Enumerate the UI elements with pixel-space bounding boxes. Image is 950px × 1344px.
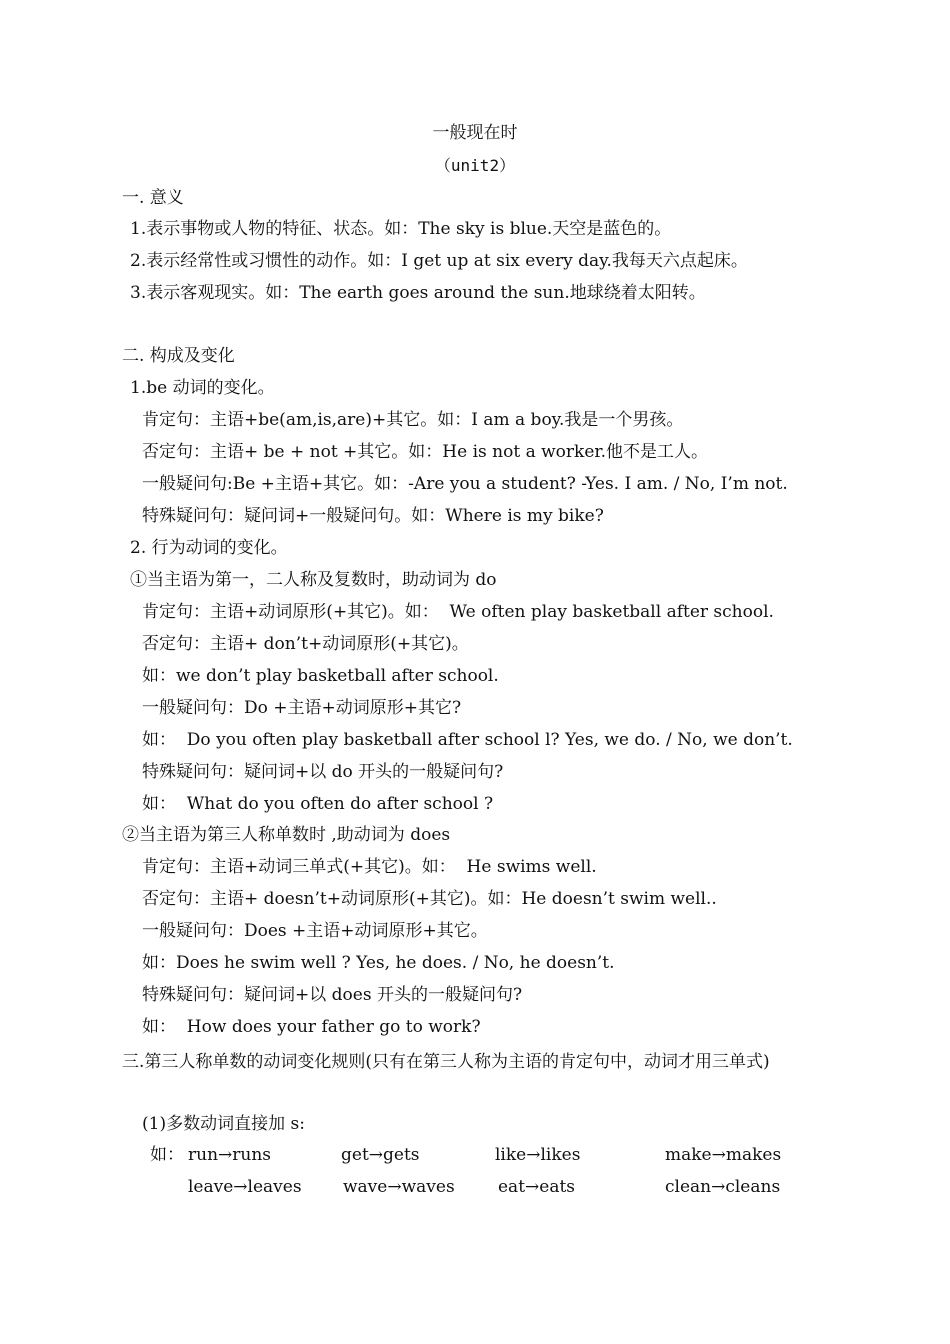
section-1-heading: 一. 意义 (122, 188, 184, 208)
verb-example: leave→leaves (188, 1177, 302, 1197)
does-affirmative: 肯定句：主语+动词三单式(+其它)。如： He swims well. (142, 857, 597, 877)
rule-1-title: (1)多数动词直接加 s: (142, 1114, 305, 1134)
be-negative: 否定句：主语+ be + not +其它。如：He is not a worker.他不是工人。 (142, 442, 709, 462)
example-prefix: 如： (150, 1145, 184, 1165)
verb-example: get→gets (341, 1145, 420, 1165)
be-wh-question: 特殊疑问句：疑问词+一般疑问句。如：Where is my bike? (142, 506, 604, 526)
meaning-item-3: 3.表示客观现实。如：The earth goes around the sun.地球绕着太阳转。 (130, 283, 706, 303)
does-wh-question: 特殊疑问句：疑问词+以 does 开头的一般疑问句? (142, 985, 523, 1005)
does-negative: 否定句：主语+ doesn’t+动词原形(+其它)。如：He doesn’t swim well.. (142, 889, 717, 909)
does-question-example: 如：Does he swim well ? Yes, he does. / No, he doesn’t. (142, 953, 615, 973)
be-affirmative: 肯定句：主语+be(am,is,are)+其它。如：I am a boy.我是一个男孩。 (142, 410, 684, 430)
verb-example: clean→cleans (665, 1177, 781, 1197)
does-rule-title: ②当主语为第三人称单数时 ,助动词为 does (122, 825, 451, 845)
do-negative-example: 如：we don’t play basketball after school. (142, 666, 499, 686)
action-verb-title: 2. 行为动词的变化。 (130, 538, 288, 558)
do-affirmative: 肯定句：主语+动词原形(+其它)。如： We often play basketball after school. (142, 602, 774, 622)
do-wh-question: 特殊疑问句：疑问词+以 do 开头的一般疑问句? (142, 762, 504, 782)
section-3-heading: 三.第三人称单数的动词变化规则(只有在第三人称为主语的肯定句中，动词才用三单式) (122, 1052, 770, 1072)
verb-example: run→runs (188, 1145, 272, 1165)
page-subtitle: （unit2） (434, 156, 516, 175)
verb-example: wave→waves (343, 1177, 455, 1197)
does-wh-example: 如： How does your father go to work? (142, 1017, 481, 1037)
verb-example: eat→eats (498, 1177, 576, 1197)
verb-example: make→makes (665, 1145, 782, 1165)
be-yes-no-question: 一般疑问句:Be +主语+其它。如：-Are you a student? -Yes. I am. / No, I’m not. (142, 474, 788, 494)
meaning-item-1: 1.表示事物或人物的特征、状态。如：The sky is blue.天空是蓝色的。 (130, 219, 672, 239)
do-question: 一般疑问句：Do +主语+动词原形+其它? (142, 698, 462, 718)
meaning-item-2: 2.表示经常性或习惯性的动作。如：I get up at six every day.我每天六点起床。 (130, 251, 748, 271)
do-wh-example: 如： What do you often do after school ? (142, 794, 494, 814)
do-rule-title: ①当主语为第一，二人称及复数时，助动词为 do (130, 570, 497, 590)
do-negative: 否定句：主语+ don’t+动词原形(+其它)。 (142, 634, 469, 654)
be-verb-title: 1.be 动词的变化。 (130, 378, 275, 398)
page-title: 一般现在时 (432, 123, 518, 143)
does-question: 一般疑问句：Does +主语+动词原形+其它。 (142, 921, 488, 941)
verb-example: like→likes (495, 1145, 581, 1165)
do-question-example: 如： Do you often play basketball after school l? Yes, we do. / No, we don’t. (142, 730, 793, 750)
section-2-heading: 二. 构成及变化 (122, 346, 235, 366)
